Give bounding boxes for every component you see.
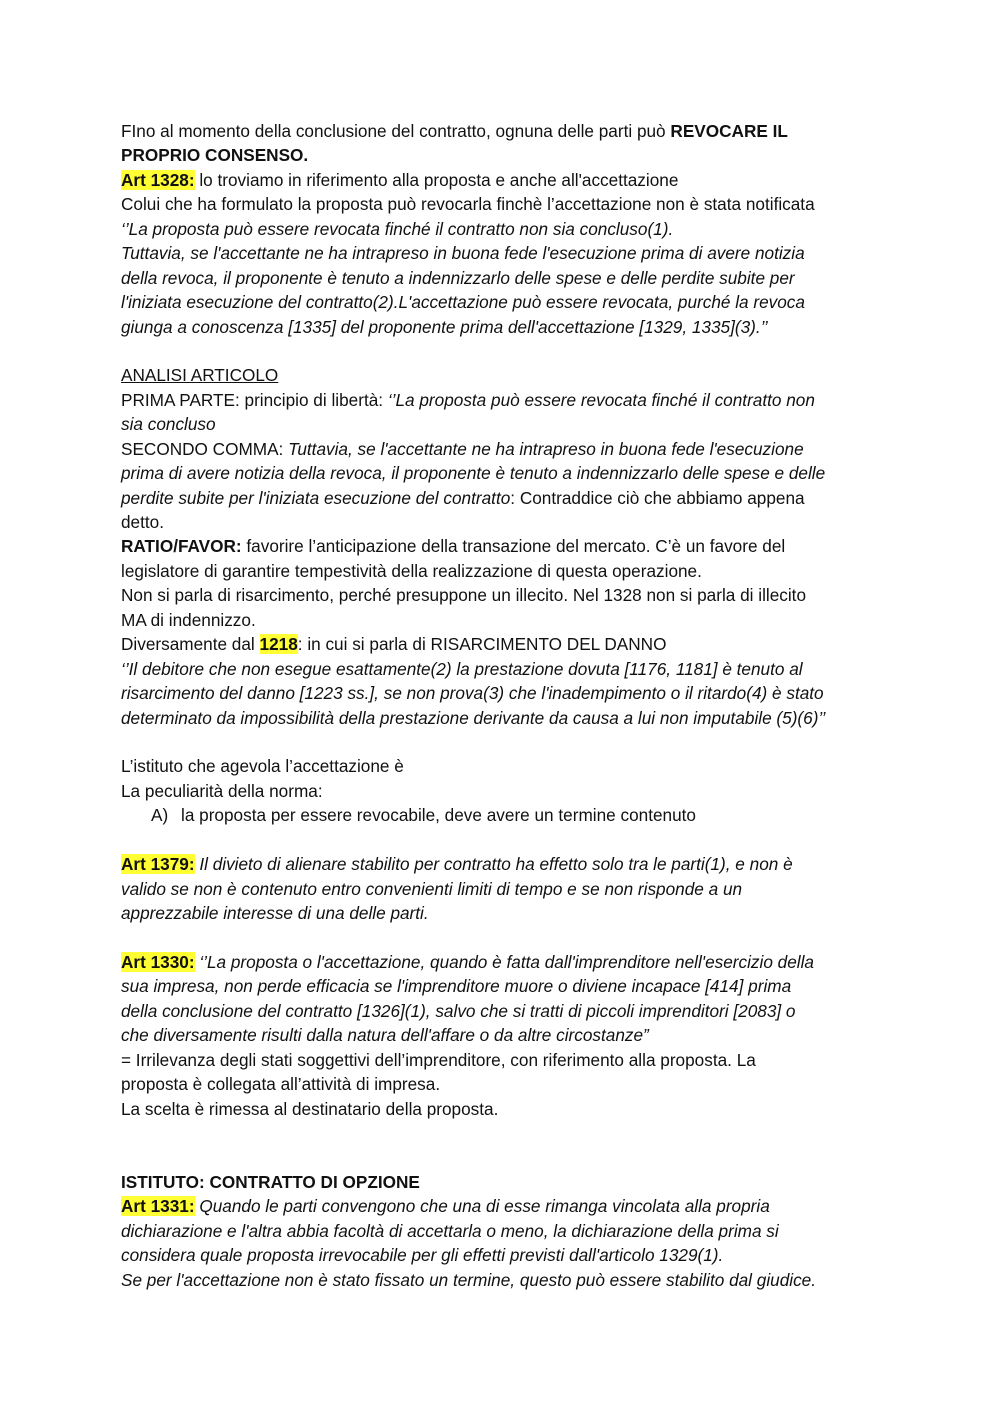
art-1218-quote-3 [121,706,881,730]
art-1331-line-4 [121,1268,881,1292]
quote-text: sia concluso [121,414,216,435]
spacer [121,1145,881,1169]
quote-text: giunga a conoscenza [1335] del proponente prima dell'accettazione [1329, 1335](3).’’ [121,316,768,337]
body-text: : Contraddice ciò che abbiamo appena [510,487,805,508]
art-1330-line-3 [121,999,881,1023]
article-text: lo troviamo in riferimento alla proposta e anche all'accettazione [194,169,679,190]
diversamente-line [121,632,881,656]
art-1328-line-2: Colui che ha formulato la proposta può revocarla finchè l’accettazione non è stata notificata [121,194,815,215]
art-1331-line-2 [121,1219,881,1243]
label-text: SECONDO COMMA: [121,438,289,459]
quote-text: considera quale proposta irrevocabile per gli effetti previsti dall'articolo 1329(1). [121,1245,724,1266]
intro-line-1 [121,119,881,143]
quote-text: perdite subite per l'iniziata esecuzione del contratto [121,487,511,508]
document-page [121,119,881,1292]
secondo-comma-line-4: detto. [121,512,165,532]
secondo-comma-line-3 [121,486,881,510]
spacer [121,828,881,852]
quote-text: Il divieto di alienare stabilito per contratto ha effetto solo tra le parti(1), e non è [194,854,793,875]
intro-line-2 [121,143,881,167]
list-item [121,803,881,827]
quote-text: della conclusione del contratto [1326](1), salvo che si tratti di piccoli imprenditori [2083] o [121,1000,796,1021]
art-1331-line-1 [121,1194,881,1218]
quote-text: apprezzabile interesse di una delle parti. [121,903,429,923]
section-heading: ANALISI ARTICOLO [121,365,279,386]
art-1330-line-2 [121,974,881,998]
article-label: Art 1328: [121,169,195,190]
section-heading: ISTITUTO: CONTRATTO DI OPZIONE [121,1171,420,1192]
quote-text: valido se non è contenuto entro convenienti limiti di tempo e se non risponde a un [121,878,743,899]
art-1330-line-6: proposta è collegata all’attività di impresa. [121,1074,441,1095]
spacer [121,1121,881,1145]
art-1330-line-7: La scelta è rimessa al destinatario della proposta. [121,1098,499,1119]
intro-bold-text: PROPRIO CONSENSO. [121,145,309,166]
quote-text: l'iniziata esecuzione del contratto(2).L'accettazione può essere revocata, purché la revoca [121,292,805,313]
body-text: : in cui si parla di RISARCIMENTO DEL DANNO [297,634,667,655]
quote-text: Se per l'accettazione non è stato fissato un termine, questo può essere stabilito dal giudice. [121,1269,817,1290]
prima-parte-line-1 [121,388,881,412]
quote-text: della revoca, il proponente è tenuto a indennizzarlo delle spese e delle perdite subite per [121,267,795,288]
art-1328-quote-2 [121,241,881,265]
risarcimento-line-1: Non si parla di risarcimento, perché presuppone un illecito. Nel 1328 non si parla di illecito [121,585,807,606]
quote-text: Tuttavia, se l'accettante ne ha intrapreso in buona fede l'esecuzione prima di avere notizia [121,243,805,264]
analisi-title [121,363,881,387]
art-1328-quote-4 [121,290,881,314]
art-1218-quote-2 [121,681,881,705]
quote-text: ‘’La proposta può essere revocata finché il contratto non [387,389,815,410]
article-label: Art 1331: [121,1196,195,1217]
spacer [121,925,881,949]
art-1328-quote-1 [121,217,881,241]
quote-text: ‘’La proposta può essere revocata finché il contratto non sia concluso(1). [121,218,674,239]
label-text: RATIO/FAVOR: [121,536,242,557]
art-1379-line-3 [121,901,881,925]
intro-text: FIno al momento della conclusione del contratto, ognuna delle parti può [121,121,671,141]
art-1330-line-1 [121,950,881,974]
list-item-text: la proposta per essere revocabile, deve avere un termine contenuto [181,805,696,826]
quote-text: ‘’La proposta o l'accettazione, quando è fatta dall'imprenditore nell'esercizio della [194,951,814,972]
body-text: Diversamente dal [121,634,260,655]
list-marker: A) [151,805,169,826]
prima-parte-line-2 [121,412,881,436]
art-1379-line-1 [121,852,881,876]
art-1218-quote-1 [121,657,881,681]
quote-text: sua impresa, non perde efficacia se l'imprenditore muore o diviene incapace [414] prima [121,976,792,997]
quote-text: prima di avere notizia della revoca, il proponente è tenuto a indennizzarlo delle spese e delle [121,463,826,484]
spacer [121,339,881,363]
art-1328-line-1 [121,168,881,192]
article-label: Art 1379: [121,854,195,875]
risarcimento-line-2: MA di indennizzo. [121,609,256,630]
body-text: favorire l’anticipazione della transazione del mercato. C’è un favore del [241,536,786,557]
quote-text: che diversamente risulti dalla natura dell'affare o da altre circostanze” [121,1025,649,1046]
ratio-line-2: legislatore di garantire tempestività della realizzazione di questa operazione. [121,560,702,581]
label-text: PRIMA PARTE: principio di libertà: [121,389,388,410]
ratio-line-1 [121,534,881,558]
quote-text: determinato da impossibilità della prestazione derivante da causa a lui non imputabile (5)(6)’’ [121,707,826,728]
secondo-comma-line-2 [121,461,881,485]
istituto-line-2: La peculiarità della norma: [121,780,323,801]
art-1331-line-3 [121,1243,881,1267]
quote-text: Tuttavia, se l'accettante ne ha intrapreso in buona fede l'esecuzione [288,438,804,459]
quote-text: risarcimento del danno [1223 ss.], se non prova(3) che l'inadempimento o il ritardo(4) è stato [121,683,824,704]
art-1330-line-5: = Irrilevanza degli stati soggettivi dell’imprenditore, con riferimento alla proposta. La [121,1049,756,1070]
intro-bold-text: REVOCARE IL [670,121,788,141]
article-label: Art 1330: [121,951,195,972]
secondo-comma-line-1 [121,437,881,461]
article-label: 1218 [259,634,298,655]
art-1328-quote-3 [121,266,881,290]
opzione-title [121,1170,881,1194]
art-1330-line-4 [121,1023,881,1047]
spacer [121,730,881,754]
art-1328-quote-5 [121,315,881,339]
quote-text: Quando le parti convengono che una di esse rimanga vincolata alla propria [194,1196,770,1217]
istituto-line-1: L’istituto che agevola l’accettazione è [121,756,404,777]
art-1379-line-2 [121,877,881,901]
quote-text: ‘’Il debitore che non esegue esattamente(2) la prestazione dovuta [1176, 1181] è tenuto al [121,658,803,679]
quote-text: dichiarazione e l'altra abbia facoltà di accettarla o meno, la dichiarazione della prima si [121,1220,779,1241]
